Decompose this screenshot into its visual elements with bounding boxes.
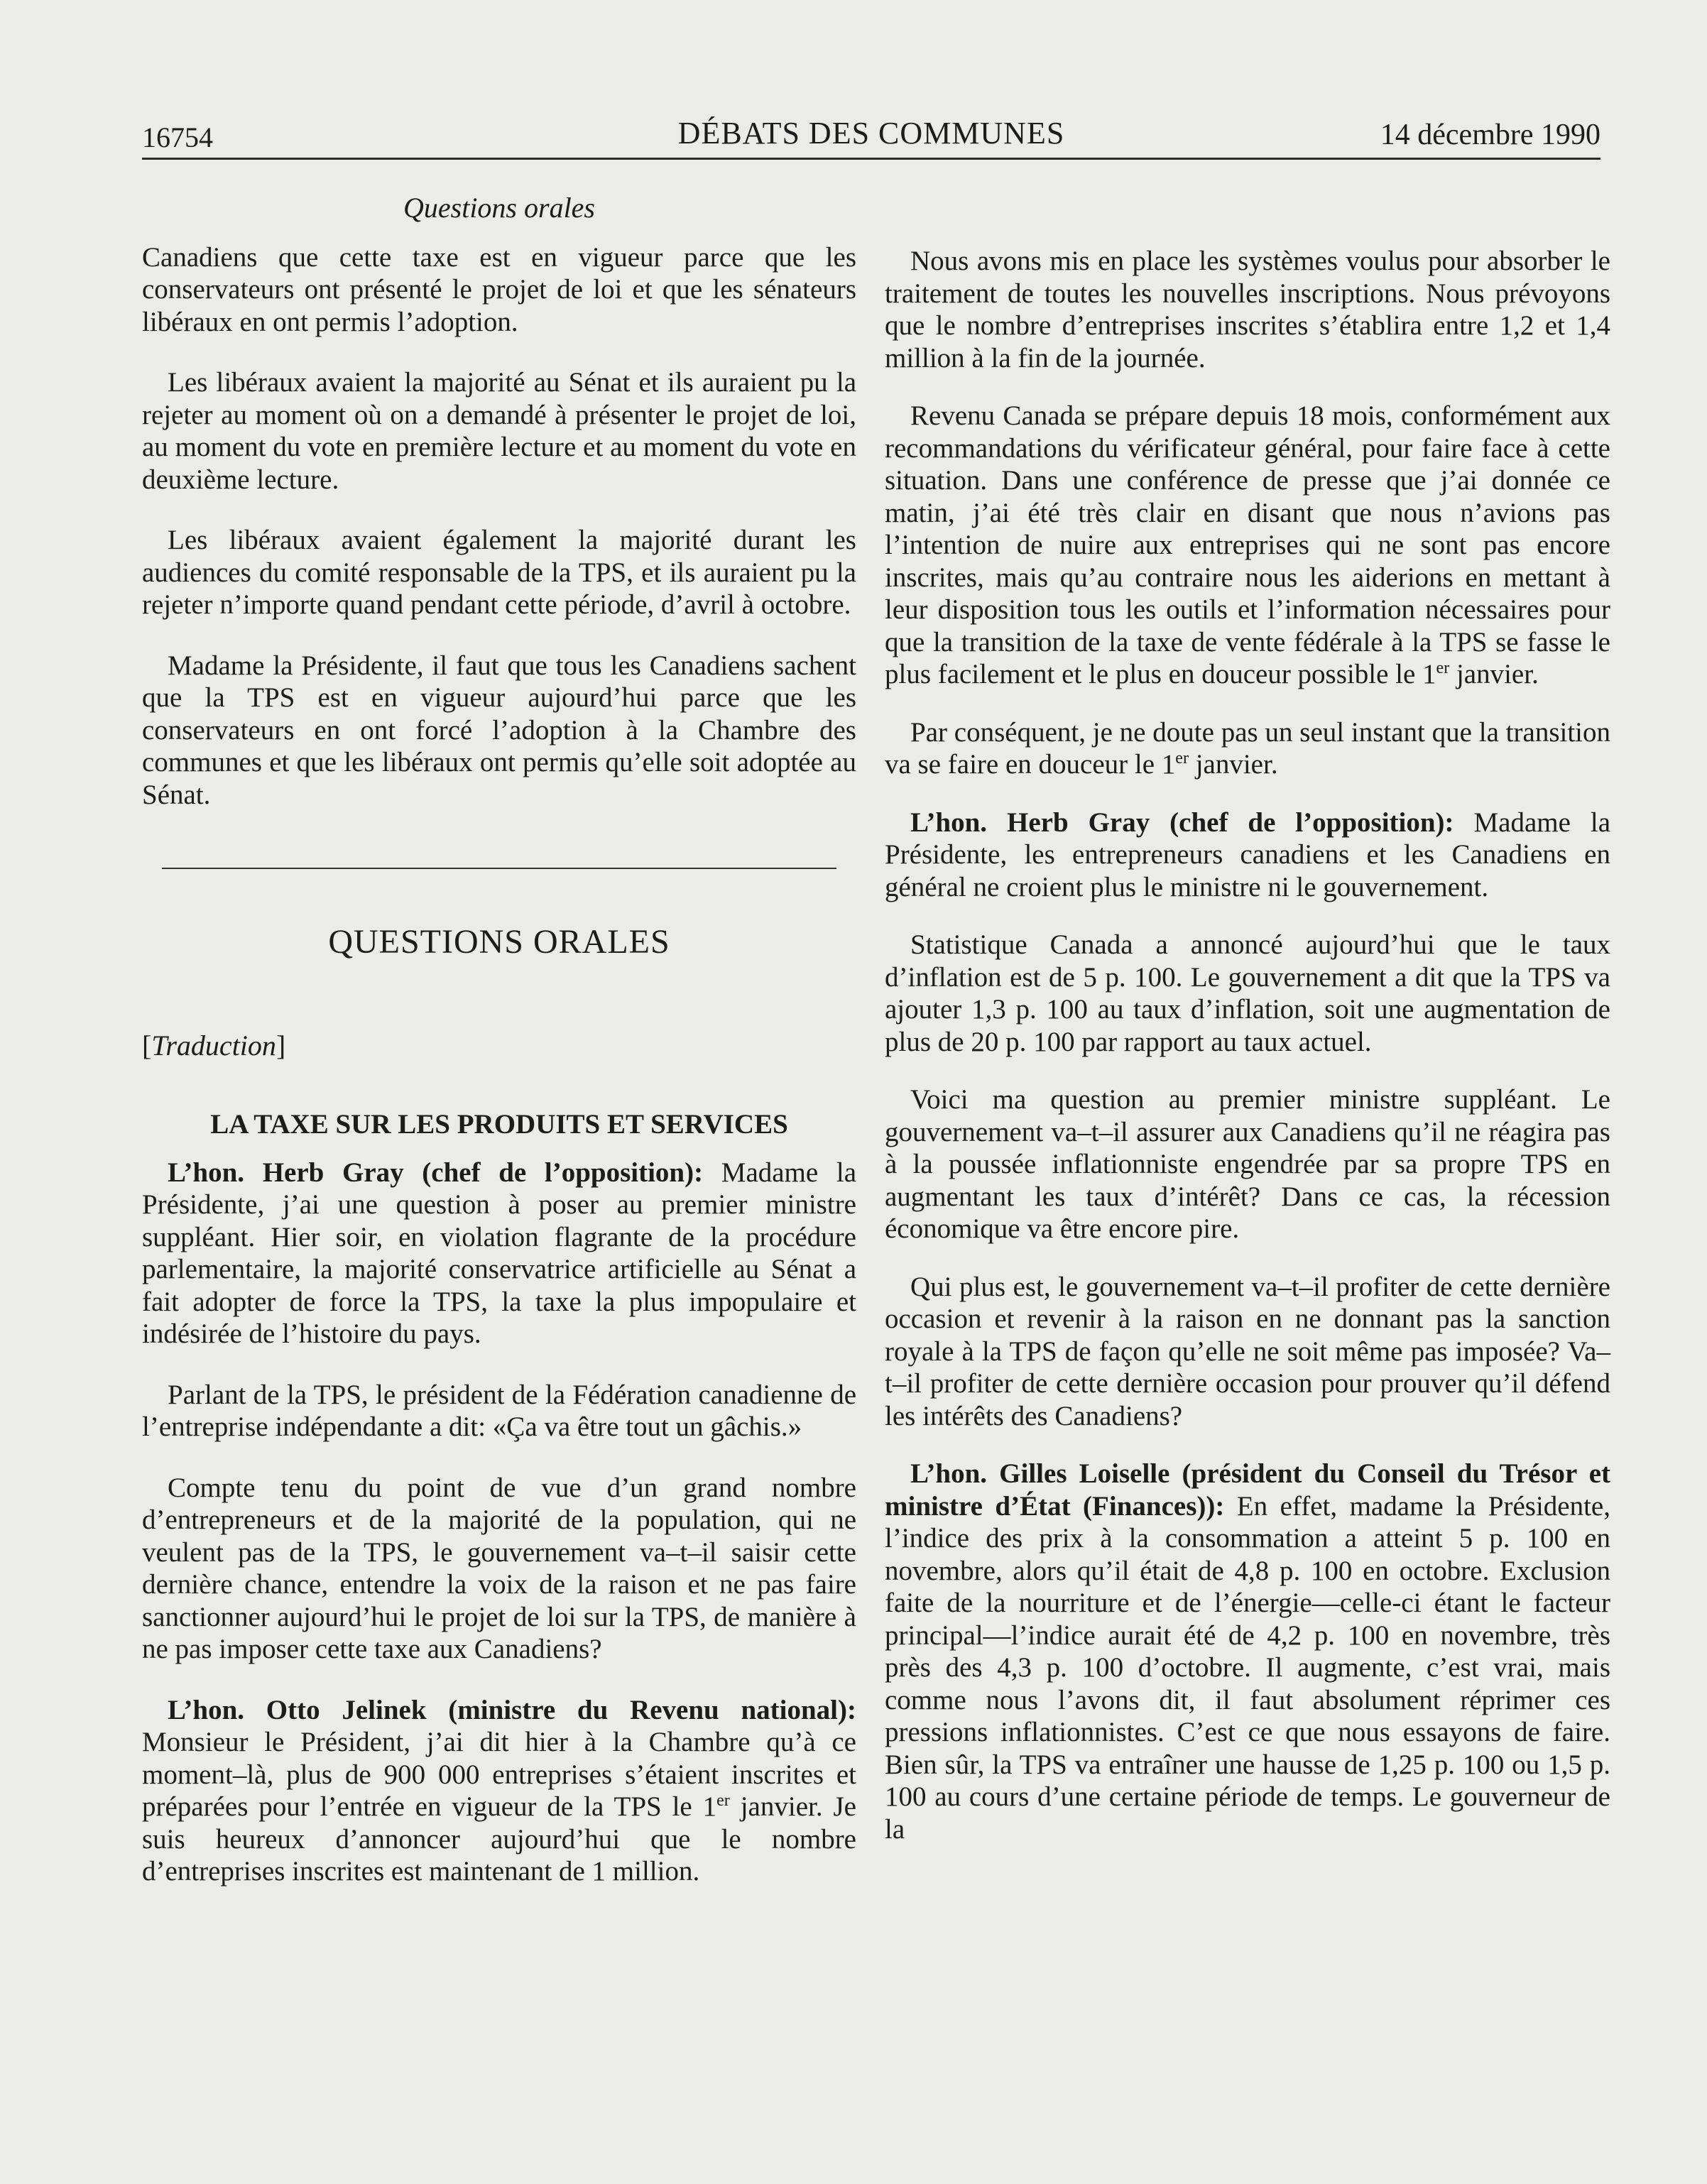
intervention-gray [142,1157,856,1350]
section-title: QUESTIONS ORALES [328,923,670,961]
page-header [142,115,1600,158]
paragraph: Parlant de la TPS, le président de la Fédération canadienne de l’entreprise indépendante a dit: «Ça va être tout un gâchis.» [142,1379,856,1442]
paragraph [885,716,1610,781]
speaker-name: L’hon. Otto Jelinek (ministre du Revenu national): [168,1694,856,1725]
paragraph: Nous avons mis en place les systèmes voulus pour absorber le traitement de toutes les nouvelles inscriptions. Nous prévoyons que le nombre d’entreprises inscrites s’établira entre 1,2 et 1,4 million à la fin de la journée. [885,246,1610,373]
subsection-title: LA TAXE SUR LES PRODUITS ET SERVICES [210,1109,788,1140]
paragraph: Compte tenu du point de vue d’un grand nombre d’entrepreneurs et de la majorité de la population, qui ne veulent pas de la TPS, le gouvernement va–t–il saisir cette dernière chance, entendre la voix de la raison et ne pas faire sanctionner aujourd’hui le projet de loi sur la TPS, de manière à ne pas imposer cette taxe aux Canadiens? [142,1472,856,1664]
intervention-loiselle [885,1458,1610,1845]
paragraph: Les libéraux avaient également la majorité durant les audiences du comité responsable de la TPS, et ils auraient pu la rejeter n’importe quand pendant cette période, d’avril à octobre. [142,525,856,620]
translation-label: Traduction [151,1029,276,1061]
session-date: 14 décembre 1990 [1380,119,1600,151]
paragraph: Statistique Canada a annoncé aujourd’hui que le taux d’inflation est de 5 p. 100. Le gouvernement a dit que la TPS va ajouter 1,3 p. 100 au taux d’inflation, soit une augmentation de plus de 20 p. 100 par rapport au taux actuel. [885,929,1610,1057]
speaker-name: L’hon. Herb Gray (chef de l’opposition): [168,1157,704,1188]
speech-text: janvier. Je suis heureux d’annoncer aujourd’hui que le nombre d’entreprises inscrites est maintenant de 1 million. [142,1791,856,1887]
left-column [142,183,856,1916]
speech-text: Monsieur le Président, j’ai dit hier à la Chambre qu’à ce moment–là, plus de 900 000 entreprises s’étaient inscrites et préparées pour l’entrée en vigueur de la TPS le 1 [142,1727,856,1822]
superscript: er [1436,659,1450,677]
running-head: Questions orales [403,192,595,224]
section-divider [162,868,836,869]
speech-text: Madame la Présidente, les entrepreneurs canadiens et les Canadiens en général ne croient plus le ministre ni le gouvernement. [885,807,1610,902]
translation-note [142,1030,856,1062]
paragraph: Voici ma question au premier ministre suppléant. Le gouvernement va–t–il assurer aux Canadiens qu’il ne réagira pas à la poussée inflationniste engendrée par sa propre TPS en augmentant les taux d’intérêt? Dans ce cas, la récession économique va être encore pire. [885,1084,1610,1244]
bracket: [ [142,1029,152,1061]
speech-text: En effet, madame la Présidente, l’indice des prix à la consommation a atteint 5 p. 100 en novembre, alors qu’il était de 4,8 p. 100 en octobre. Exclusion faite de la nourriture et de l’énergie—celle-ci étant le facteur principal—l’indice aurait été de 4,2 p. 100 en novembre, très près des 4,3 p. 100 d’octobre. Il augmente, c’est vrai, mais comme nous l’avons dit, il faut absolument réprimer ces pressions inflationnistes. C’est ce que nous essayons de faire. Bien sûr, la TPS va entraîner une hausse de 1,25 p. 100 ou 1,5 p. 100 au cours d’une certaine période de temps. Le gouverneur de la [885,1490,1610,1845]
paragraph: Les libéraux avaient la majorité au Sénat et ils auraient pu la rejeter au moment où on a demandé à présenter le projet de loi, au moment du vote en première lecture et au moment du vote en deuxième lecture. [142,367,856,495]
speaker-name: L’hon. Gilles Loiselle (président du Conseil du Trésor et ministre d’État (Finances)): [885,1458,1610,1522]
speech-text: Madame la Présidente, j’ai une question à poser au premier ministre suppléant. Hier soir, en violation flagrante de la procédure parlementaire, la majorité conservatrice artificielle au Sénat a fait adopter de force la TPS, la taxe la plus impopulaire et indésirée de l’histoire du pays. [142,1157,857,1349]
paragraph [885,400,1610,691]
intervention-gray [885,807,1610,904]
paragraph: Canadiens que cette taxe est en vigueur parce que les conservateurs ont présenté le projet de loi et que les sénateurs libéraux en ont permis l’adoption. [142,241,856,337]
publication-title: DÉBATS DES COMMUNES [677,116,1065,151]
intervention-jelinek [142,1694,856,1888]
paragraph-text: Revenu Canada se prépare depuis 18 mois, conformément aux recommandations du vérificateur général, pour faire face à cette situation. Dans une conférence de presse que j’ai donnée ce matin, j’ai été très clair en disant que nous n’avions pas l’intention de nuire aux entreprises qui ne sont pas encore inscrites, mais qu’au contraire nous les aiderions en mettant à leur disposition tous les outils et l’information nécessaires pour que la transition de la taxe de vente fédérale à la TPS se fasse le plus facilement et le plus en douceur possible le 1 [885,400,1610,689]
paragraph: Qui plus est, le gouvernement va–t–il profiter de cette dernière occasion et revenir à la raison en ne donnant pas la sanction royale à la TPS de façon qu’elle ne soit même pas imposée? Va–t–il profiter de cette dernière occasion pour prouver qu’il défend les intérêts des Canadiens? [885,1271,1610,1431]
paragraph-text: janvier. [1449,659,1539,689]
paragraph-text: janvier. [1188,749,1278,780]
superscript: er [716,1791,730,1810]
speaker-name: L’hon. Herb Gray (chef de l’opposition): [910,807,1454,838]
header-rule [142,158,1600,160]
page-number: 16754 [142,121,213,153]
paragraph: Madame la Présidente, il faut que tous les Canadiens sachent que la TPS est en vigueur aujourd’hui parce que les conservateurs en ont forcé l’adoption à la Chambre des communes et que les libéraux ont permis qu’elle soit adoptée au Sénat. [142,650,856,810]
paragraph-text: Par conséquent, je ne doute pas un seul instant que la transition va se faire en douceur le 1 [885,716,1610,780]
superscript: er [1175,749,1189,768]
right-column [885,245,1610,1871]
bracket: ] [276,1029,286,1061]
